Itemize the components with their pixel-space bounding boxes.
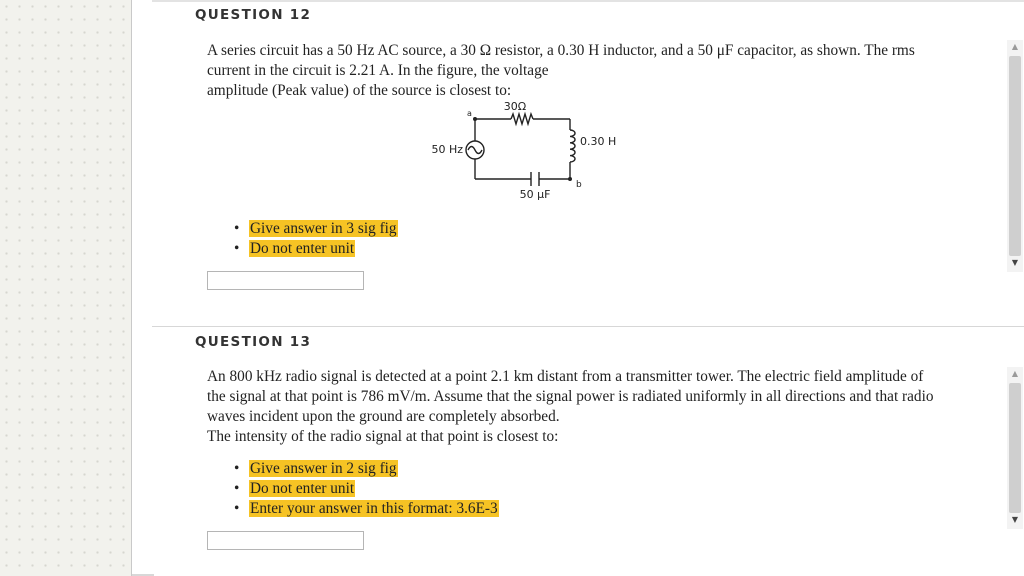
question-13-text xyxy=(207,367,933,447)
scrollbar-thumb[interactable] xyxy=(1009,56,1021,256)
node-b-label: b xyxy=(576,180,582,190)
question-13-scrollbar[interactable] xyxy=(1007,367,1023,529)
scrollbar-thumb[interactable] xyxy=(1009,383,1021,513)
question-13-text-line: the signal at that point is 786 mV/m. Assume that the signal power is radiated uniformly in all directions and that radio xyxy=(207,388,934,405)
question-13-text-line: An 800 kHz radio signal is detected at a point 2.1 km distant from a transmitter tower. The electric field amplitude of xyxy=(207,368,924,385)
question-13-text-line: The intensity of the radio signal at that point is closest to: xyxy=(207,428,559,445)
circuit-diagram xyxy=(412,96,642,206)
scroll-up-icon[interactable]: ▲ xyxy=(1011,42,1019,51)
question-12-text-line: current in the circuit is 2.21 A. In the figure, the voltage xyxy=(207,62,549,79)
requirement-item xyxy=(228,459,499,479)
requirement-item xyxy=(228,499,499,519)
questions-panel xyxy=(131,0,1024,576)
question-12-requirements xyxy=(228,219,398,259)
question-13-heading: QUESTION 13 xyxy=(195,334,312,350)
scroll-up-icon[interactable]: ▲ xyxy=(1011,369,1019,378)
inductor-coil xyxy=(570,130,575,162)
capacitor-label: 50 μF xyxy=(519,188,551,201)
question-12-scrollbar[interactable] xyxy=(1007,40,1023,272)
question-13-requirements xyxy=(228,459,499,519)
resistor-symbol xyxy=(511,114,533,124)
requirement-item xyxy=(228,479,499,499)
requirement-text: Enter your answer in this format: 3.6E-3 xyxy=(250,500,498,517)
top-divider xyxy=(152,0,1024,2)
question-13-text-line: waves incident upon the ground are completely absorbed. xyxy=(207,408,560,425)
question-12-text xyxy=(207,41,915,101)
requirement-text: Do not enter unit xyxy=(250,480,355,497)
requirement-text: Give answer in 2 sig fig xyxy=(250,460,397,477)
question-12-heading: QUESTION 12 xyxy=(195,7,312,23)
inductor-label: 0.30 H xyxy=(580,135,617,148)
resistor-label: 30Ω xyxy=(503,100,527,113)
requirement-item xyxy=(228,219,398,239)
requirement-item xyxy=(228,239,398,259)
question-12-text-line: A series circuit has a 50 Hz AC source, a 30 Ω resistor, a 0.30 H inductor, and a 50 μF capacitor, as shown. The rms xyxy=(207,42,915,59)
node-a-label: a xyxy=(467,109,472,118)
section-divider xyxy=(152,326,1024,327)
question-13-answer-input[interactable] xyxy=(207,531,364,550)
requirement-text: Do not enter unit xyxy=(250,240,355,257)
source-label: 50 Hz xyxy=(431,143,463,156)
requirement-text: Give answer in 3 sig fig xyxy=(250,220,397,237)
scroll-down-icon[interactable]: ▼ xyxy=(1011,258,1019,267)
question-12-answer-input[interactable] xyxy=(207,271,364,290)
question-12-text-line: amplitude (Peak value) of the source is closest to: xyxy=(207,82,512,99)
scroll-down-icon[interactable]: ▼ xyxy=(1011,515,1019,524)
